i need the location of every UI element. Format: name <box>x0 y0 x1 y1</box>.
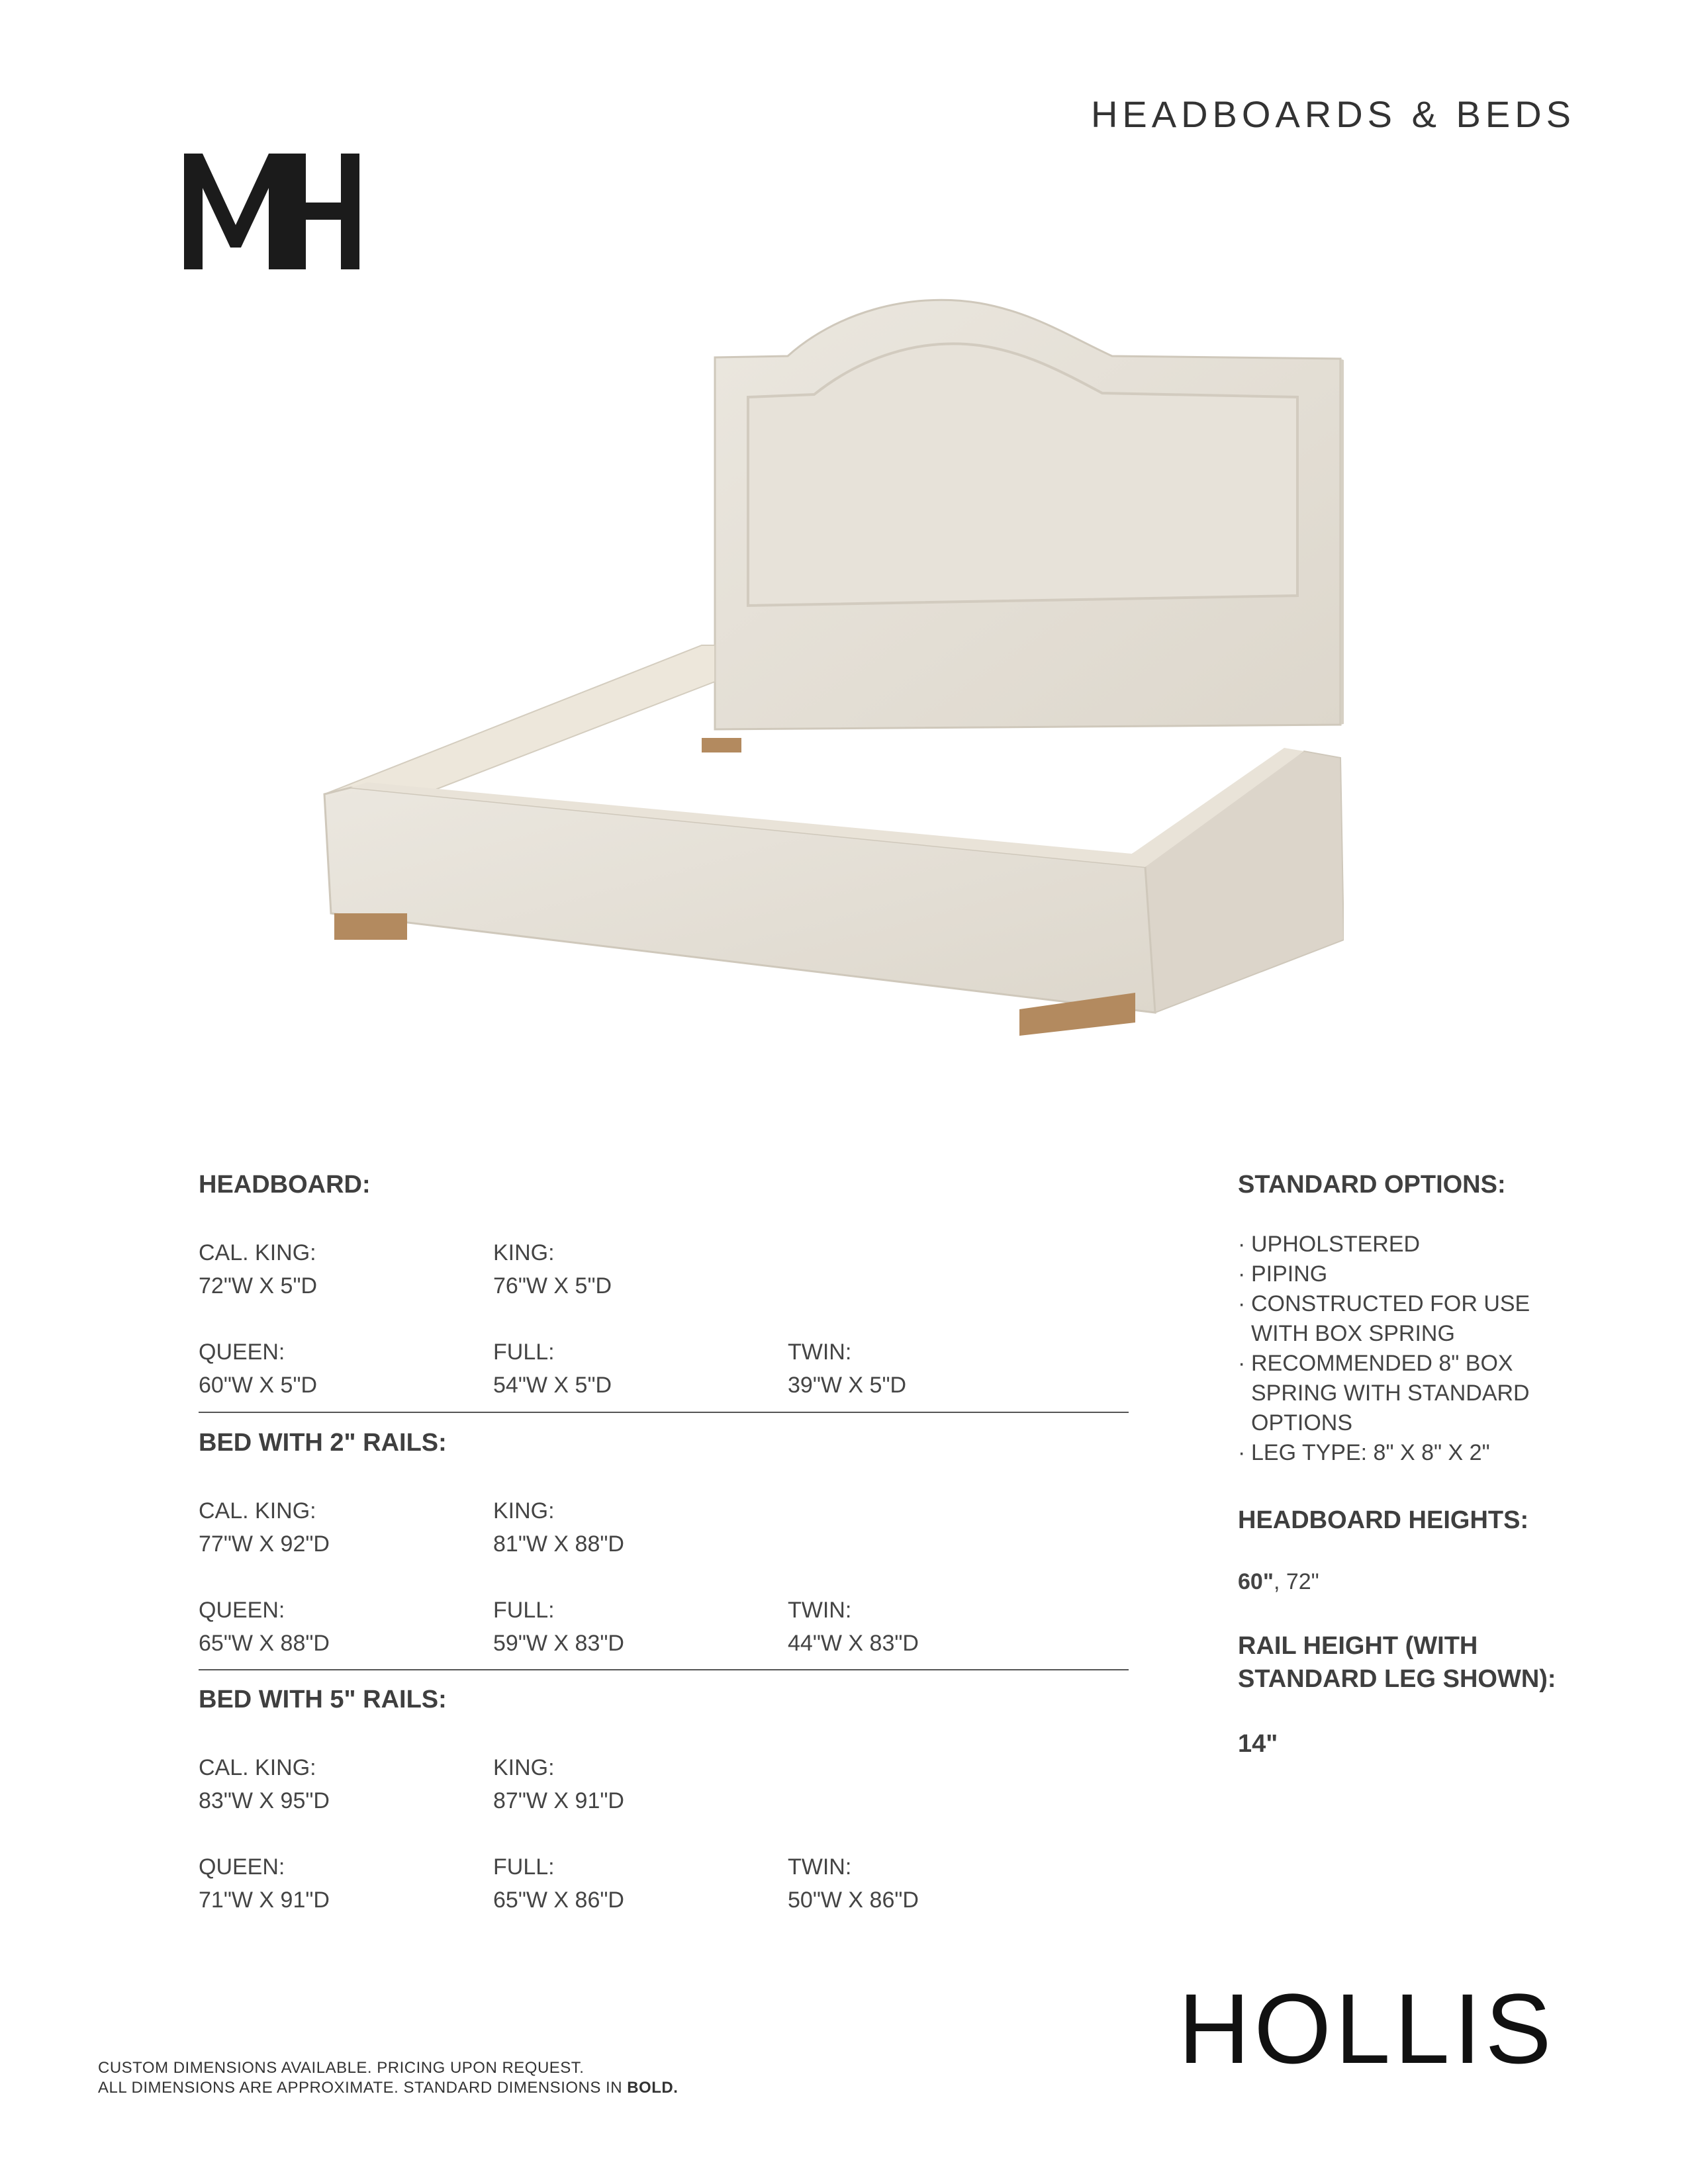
size-label: CAL. KING: <box>199 1755 316 1780</box>
option-text: PIPING <box>1251 1261 1328 1287</box>
option-text: CONSTRUCTED FOR USE WITH BOX SPRING <box>1251 1291 1530 1346</box>
bed5-king <box>493 1751 624 1817</box>
size-label: TWIN: <box>788 1854 852 1880</box>
upholstered-bed-illustration <box>311 285 1344 1066</box>
bullet-icon: · <box>1238 1351 1246 1376</box>
size-value: 72"W X 5"D <box>199 1273 318 1298</box>
size-label: FULL: <box>493 1340 555 1365</box>
rail-height-heading <box>1238 1629 1556 1696</box>
size-label: QUEEN: <box>199 1854 285 1880</box>
bed5-full <box>493 1850 624 1917</box>
footer-line-1: CUSTOM DIMENSIONS AVAILABLE. PRICING UPON REQUEST. <box>98 2059 585 2077</box>
bullet-icon: · <box>1238 1232 1246 1257</box>
bed2-cal-king <box>199 1494 330 1561</box>
size-value: 76"W X 5"D <box>493 1273 612 1298</box>
option-item <box>1238 1438 1549 1468</box>
size-label: KING: <box>493 1498 555 1524</box>
headboard-king <box>493 1236 612 1302</box>
size-label: CAL. KING: <box>199 1240 316 1265</box>
bullet-icon: · <box>1238 1440 1246 1465</box>
option-text: UPHOLSTERED <box>1251 1232 1421 1257</box>
option-item <box>1238 1349 1549 1438</box>
size-value: 65"W X 88"D <box>199 1631 330 1656</box>
standard-height: 60" <box>1238 1569 1274 1594</box>
headboard-queen <box>199 1336 317 1402</box>
option-item <box>1238 1230 1549 1259</box>
size-label: TWIN: <box>788 1340 852 1365</box>
headboard-heights-values <box>1238 1565 1319 1598</box>
size-label: KING: <box>493 1755 555 1780</box>
size-value: 60"W X 5"D <box>199 1373 318 1398</box>
footer-bold-text: BOLD. <box>627 2079 679 2097</box>
size-value: 83"W X 95"D <box>199 1788 330 1813</box>
size-value: 39"W X 5"D <box>788 1373 907 1398</box>
rail-height-heading-line2: STANDARD LEG SHOWN): <box>1238 1665 1556 1693</box>
headboard-cal-king <box>199 1236 317 1302</box>
size-value: 87"W X 91"D <box>493 1788 624 1813</box>
section-divider <box>199 1412 1129 1413</box>
bed2-king <box>493 1494 624 1561</box>
option-item <box>1238 1289 1549 1349</box>
standard-options-list <box>1238 1230 1549 1468</box>
section-divider <box>199 1669 1129 1670</box>
size-value: 77"W X 92"D <box>199 1531 330 1557</box>
mh-monogram-icon <box>184 154 359 269</box>
bed2-full <box>493 1594 624 1660</box>
category-title: HEADBOARDS & BEDS <box>1090 93 1575 135</box>
bed5-queen <box>199 1850 330 1917</box>
bed2-twin <box>788 1594 919 1660</box>
rail-height-value: 14" <box>1238 1730 1278 1758</box>
hollis-wordmark: HOLLIS <box>1178 1973 1556 2084</box>
size-label: FULL: <box>493 1854 555 1880</box>
rail-height-heading-line1: RAIL HEIGHT (WITH <box>1238 1632 1478 1660</box>
bed2-queen <box>199 1594 330 1660</box>
size-label: CAL. KING: <box>199 1498 316 1524</box>
size-value: 50"W X 86"D <box>788 1888 919 1913</box>
size-label: KING: <box>493 1240 555 1265</box>
other-heights: 72" <box>1286 1569 1319 1594</box>
option-text: RECOMMENDED 8" BOX SPRING WITH STANDARD OPTIONS <box>1251 1351 1530 1435</box>
bullet-icon: · <box>1238 1291 1246 1316</box>
mh-logo <box>184 154 359 273</box>
size-value: 81"W X 88"D <box>493 1531 624 1557</box>
size-label: TWIN: <box>788 1598 852 1623</box>
footer-notes <box>98 2058 678 2098</box>
headboard-full <box>493 1336 612 1402</box>
bed5-twin <box>788 1850 919 1917</box>
footer-line-2-text: ALL DIMENSIONS ARE APPROXIMATE. STANDARD DIMENSIONS IN <box>98 2079 628 2097</box>
bed-5-rails-heading: BED WITH 5" RAILS: <box>199 1686 447 1713</box>
option-text: LEG TYPE: 8" X 8" X 2" <box>1251 1440 1490 1465</box>
footer-line-2 <box>98 2078 678 2098</box>
standard-options-heading: STANDARD OPTIONS: <box>1238 1171 1506 1199</box>
size-label: FULL: <box>493 1598 555 1623</box>
bed5-cal-king <box>199 1751 330 1817</box>
height-separator: , <box>1273 1569 1286 1594</box>
option-item <box>1238 1259 1549 1289</box>
headboard-heading: HEADBOARD: <box>199 1171 371 1199</box>
size-label: QUEEN: <box>199 1340 285 1365</box>
size-value: 54"W X 5"D <box>493 1373 612 1398</box>
bullet-icon: · <box>1238 1261 1246 1287</box>
size-value: 71"W X 91"D <box>199 1888 330 1913</box>
bed-2-rails-heading: BED WITH 2" RAILS: <box>199 1429 447 1457</box>
headboard-twin <box>788 1336 906 1402</box>
headboard-heights-heading: HEADBOARD HEIGHTS: <box>1238 1506 1529 1534</box>
size-label: QUEEN: <box>199 1598 285 1623</box>
size-value: 59"W X 83"D <box>493 1631 624 1656</box>
size-value: 44"W X 83"D <box>788 1631 919 1656</box>
product-image <box>311 285 1344 1069</box>
size-value: 65"W X 86"D <box>493 1888 624 1913</box>
